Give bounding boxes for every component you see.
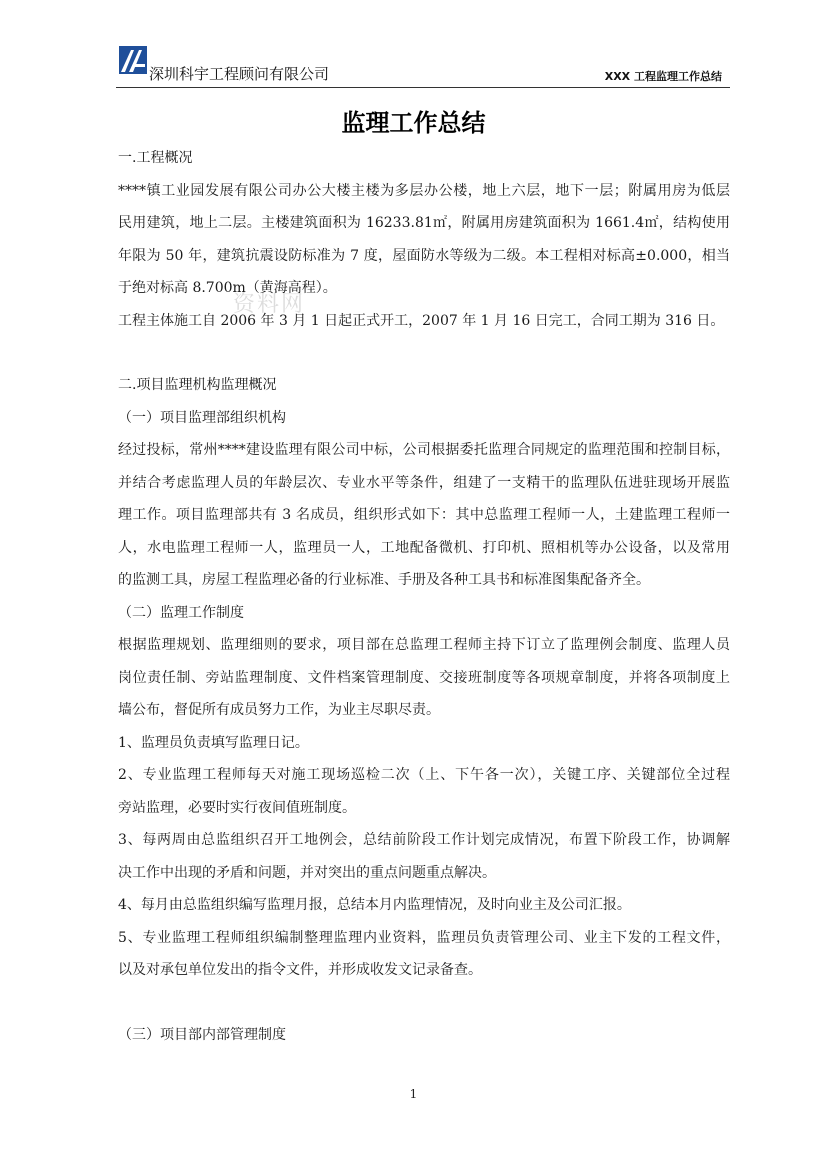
company-logo [119,46,147,74]
paragraph-line: 工程主体施工自 2006 年 3 月 1 日起正式开工，2007 年 1 月 16 日完工，合同工期为 316 日。 [118,313,725,329]
paragraph-line: 的监测工具，房屋工程监理必备的行业标准、手册及各种工具书和标准图集配备齐全。 [118,572,650,588]
list-item-continuation: 以及对承包单位发出的指令文件，并形成收发文记录备查。 [118,962,482,978]
paragraph-line: 于绝对标高 8.700m（黄海高程）。 [118,280,337,296]
paragraph-line: 根据监理规划、监理细则的要求，项目部在总监理工程师主持下订立了监理例会制度、监理人员 [118,637,730,653]
paragraph-line: 岗位责任制、旁站监理制度、文件档案管理制度、交接班制度等各项规章制度，并将各项制度上 [118,670,730,686]
subsection-heading: （二）监理工作制度 [118,605,244,621]
list-item-continuation: 决工作中出现的矛盾和问题，并对突出的重点问题重点解决。 [118,865,496,881]
watermark: 资料网 [233,292,306,317]
section-heading: 二.项目监理机构监理概况 [118,377,277,393]
paragraph-line: 民用建筑，地上二层。主楼建筑面积为 16233.81㎡，附属用房建筑面积为 1661.4㎡，结构使用 [118,215,730,231]
list-item: 5、专业监理工程师组织编制整理监理内业资料，监理员负责管理公司、业主下发的工程文件， [118,930,730,946]
header-divider [116,87,730,88]
company-name: 深圳科宇工程顾问有限公司 [149,65,330,83]
paragraph-line: 人，水电监理工程师一人，监理员一人，工地配备微机、打印机、照相机等办公设备，以及常用 [118,540,730,556]
list-item: 2、专业监理工程师每天对施工现场巡检二次（上、下午各一次），关键工序、关键部位全过程 [118,767,730,783]
paragraph-line: 理工作。项目监理部共有 3 名成员，组织形式如下：其中总监理工程师一人，土建监理工程师一 [118,507,730,523]
paragraph-line: ****镇工业园发展有限公司办公大楼主楼为多层办公楼，地上六层，地下一层；附属用房为低层 [118,183,730,199]
section-heading: 一.工程概况 [118,150,193,166]
paragraph-line: 并结合考虑监理人员的年龄层次、专业水平等条件，组建了一支精干的监理队伍进驻现场开展监 [118,475,730,491]
subsection-heading: （一）项目监理部组织机构 [118,410,286,426]
paragraph-line: 经过投标，常州****建设监理有限公司中标，公司根据委托监理合同规定的监理范围和控制目标， [118,442,730,458]
paragraph-line: 墙公布，督促所有成员努力工作，为业主尽职尽责。 [118,702,440,718]
page-number: 1 [409,1087,418,1101]
list-item: 4、每月由总监组织编写监理月报，总结本月内监理情况，及时向业主及公司汇报。 [118,897,631,913]
paragraph-line: 年限为 50 年，建筑抗震设防标准为 7 度，屋面防水等级为二级。本工程相对标高±0.000，相当 [118,248,730,264]
document-header-title: XXX 工程监理工作总结 [604,70,722,83]
page-title: 监理工作总结 [341,108,486,137]
list-item: 1、监理员负责填写监理日记。 [118,735,309,751]
list-item: 3、每两周由总监组织召开工地例会，总结前阶段工作计划完成情况，布置下阶段工作，协调解 [118,832,730,848]
subsection-heading: （三）项目部内部管理制度 [118,1027,286,1043]
list-item-continuation: 旁站监理，必要时实行夜间值班制度。 [118,800,356,816]
page-header [116,44,730,88]
